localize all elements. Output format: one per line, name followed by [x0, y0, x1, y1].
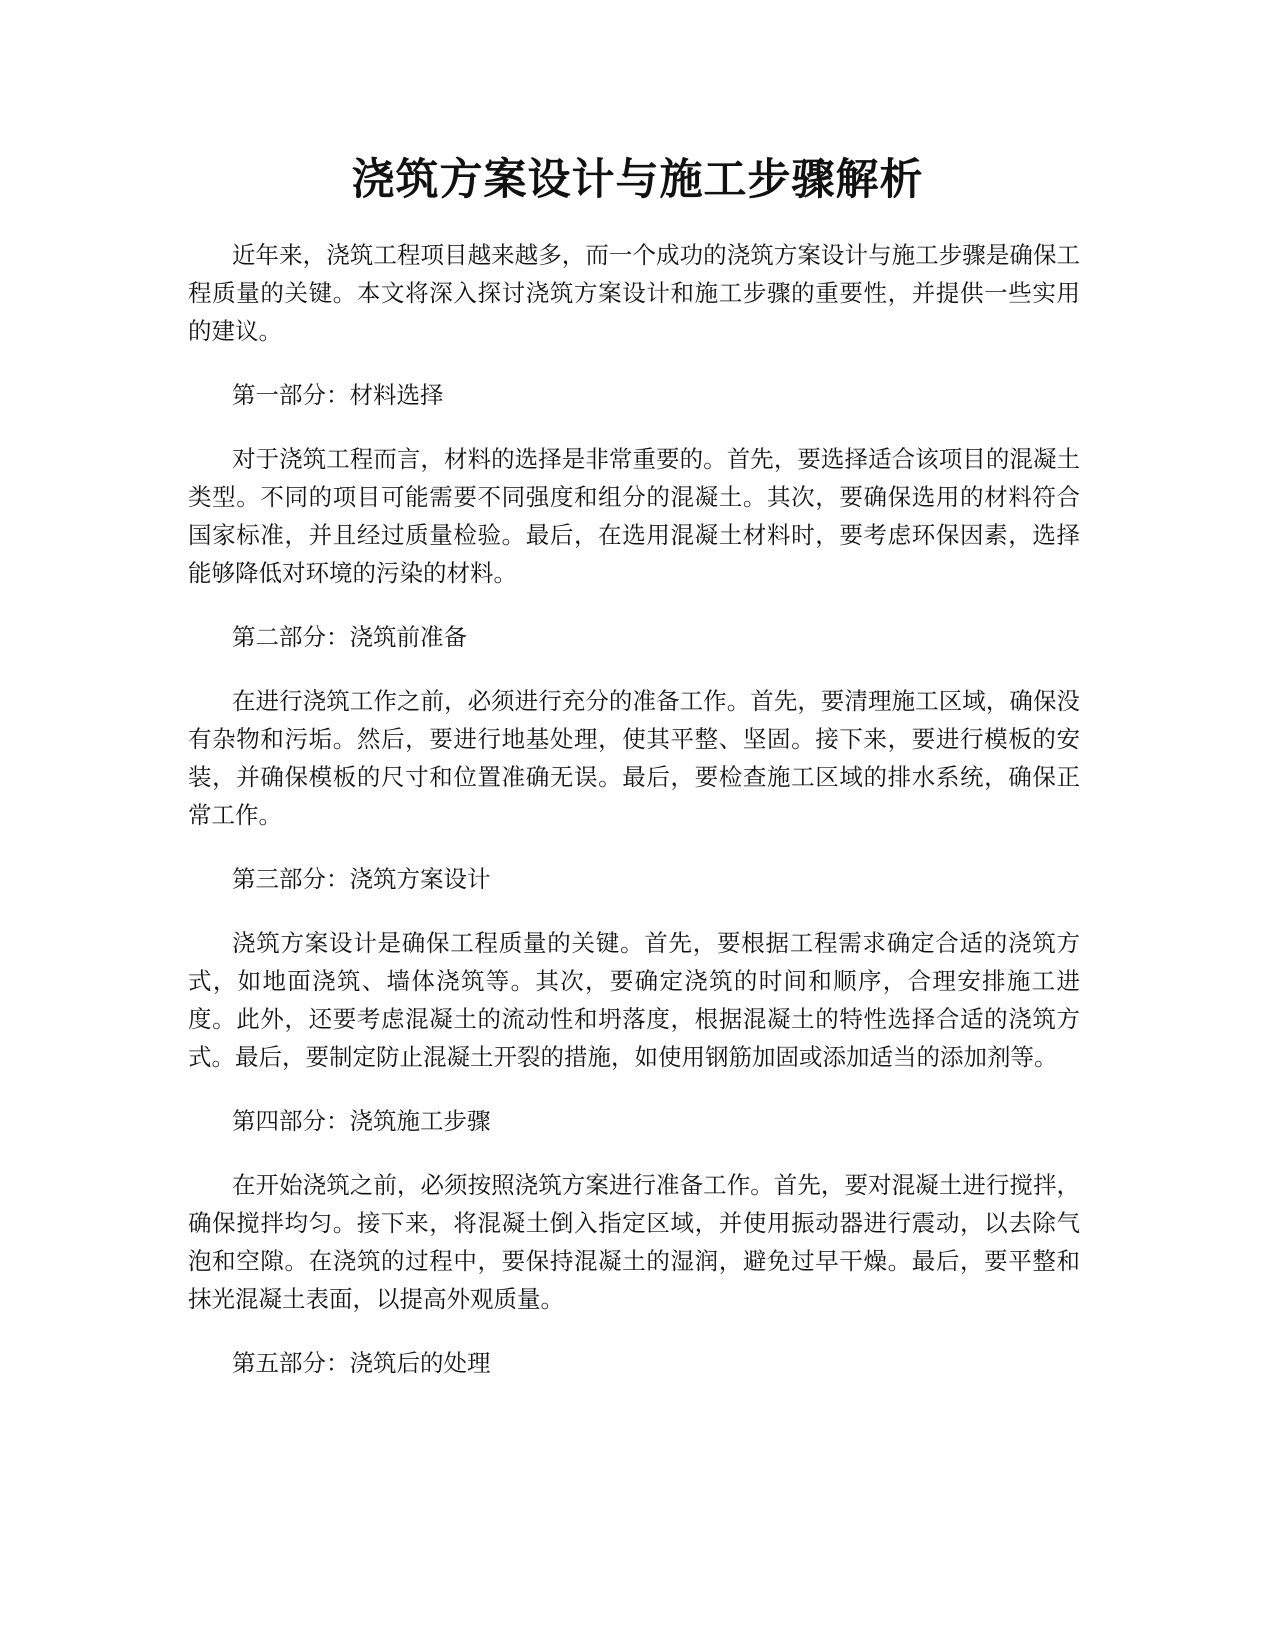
- section-heading-post-treatment: 第五部分：浇筑后的处理: [232, 1349, 491, 1377]
- section-paragraph-materials: 对于浇筑工程而言，材料的选择是非常重要的。首先，要选择适合该项目的混凝土类型。不同的项目可能需要不同强度和组分的混凝土。其次，要确保选用的材料符合国家标准，并且经过质量检验。最后，在选用混凝土材料时，要考虑环保因素，选择能够降低对环境的污染的材料。: [188, 445, 1080, 587]
- section-heading-preparation: 第二部分：浇筑前准备: [232, 623, 467, 651]
- section-paragraph-design: 浇筑方案设计是确保工程质量的关键。首先，要根据工程需求确定合适的浇筑方式，如地面浇筑、墙体浇筑等。其次，要确定浇筑的时间和顺序，合理安排施工进度。此外，还要考虑混凝土的流动性和坍落度，根据混凝土的特性选择合适的浇筑方式。最后，要制定防止混凝土开裂的措施，如使用钢筋加固或添加适当的添加剂等。: [188, 929, 1080, 1071]
- section-paragraph-preparation: 在进行浇筑工作之前，必须进行充分的准备工作。首先，要清理施工区域，确保没有杂物和污垢。然后，要进行地基处理，使其平整、坚固。接下来，要进行模板的安装，并确保模板的尺寸和位置准确无误。最后，要检查施工区域的排水系统，确保正常工作。: [188, 687, 1080, 829]
- section-heading-materials: 第一部分：材料选择: [232, 381, 444, 409]
- document-title: 浇筑方案设计与施工步骤解析: [351, 155, 924, 205]
- intro-paragraph: 近年来，浇筑工程项目越来越多，而一个成功的浇筑方案设计与施工步骤是确保工程质量的关键。本文将深入探讨浇筑方案设计和施工步骤的重要性，并提供一些实用的建议。: [188, 241, 1080, 345]
- section-paragraph-construction-steps: 在开始浇筑之前，必须按照浇筑方案进行准备工作。首先，要对混凝土进行搅拌，确保搅拌均匀。接下来，将混凝土倒入指定区域，并使用振动器进行震动，以去除气泡和空隙。在浇筑的过程中，要保持混凝土的湿润，避免过早干燥。最后，要平整和抹光混凝土表面，以提高外观质量。: [188, 1171, 1080, 1313]
- document-body: [188, 236, 1080, 1408]
- section-heading-construction-steps: 第四部分：浇筑施工步骤: [232, 1107, 491, 1135]
- section-heading-design: 第三部分：浇筑方案设计: [232, 865, 491, 893]
